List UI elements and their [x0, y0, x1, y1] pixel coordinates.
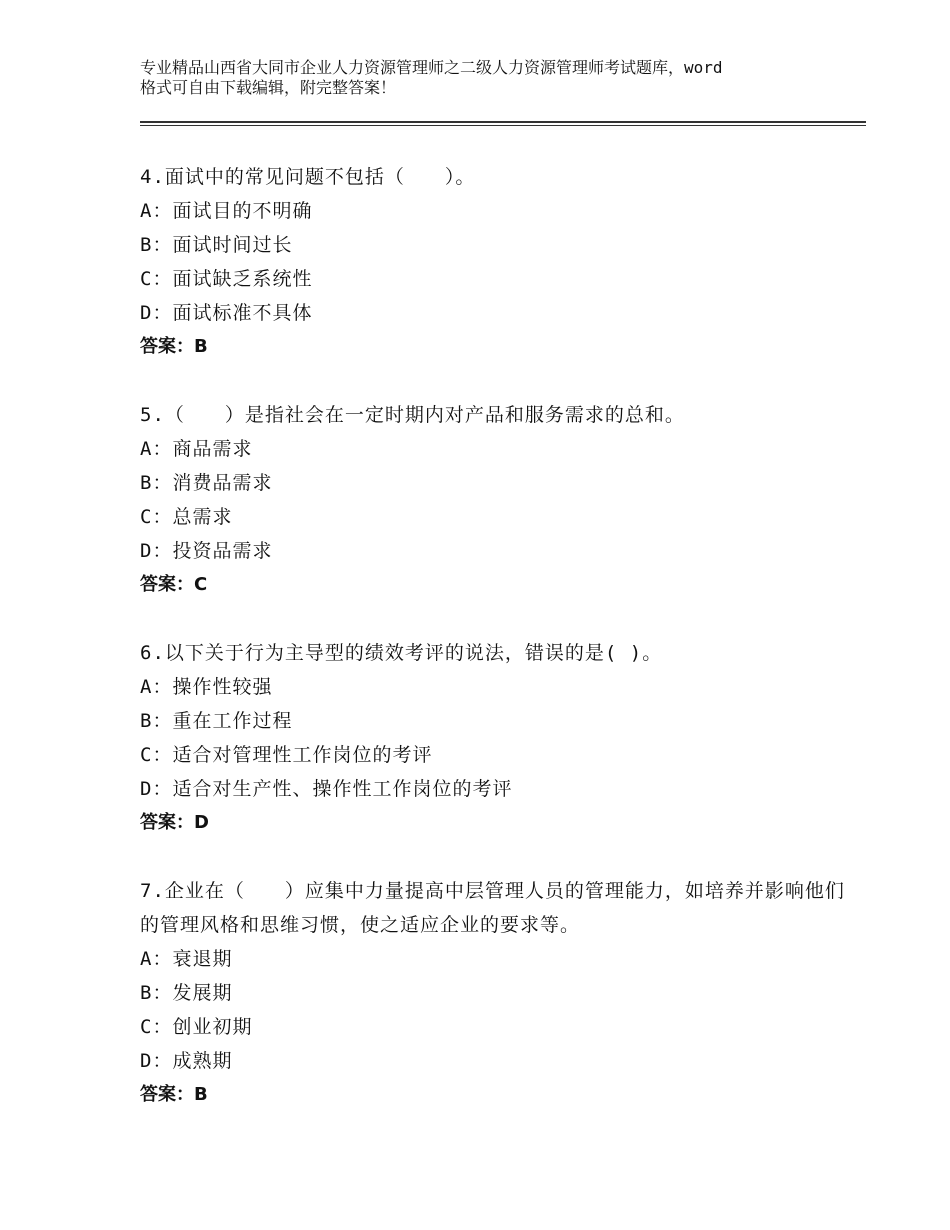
question-5 — [140, 398, 860, 602]
option-b: B：重在工作过程 — [140, 710, 293, 732]
option-c: C：适合对管理性工作岗位的考评 — [140, 744, 433, 766]
option-c: C：面试缺乏系统性 — [140, 268, 313, 290]
answer: 答案：B — [140, 1084, 208, 1105]
option-a: A：操作性较强 — [140, 676, 273, 698]
question-text: 4.面试中的常见问题不包括（ ）。 — [140, 166, 476, 188]
option-c: C：创业初期 — [140, 1016, 253, 1038]
option-d: D：面试标准不具体 — [140, 302, 313, 324]
question-list — [140, 160, 860, 1146]
header-line-2: 格式可自由下载编辑，附完整答案！ — [140, 78, 397, 97]
document-header — [140, 58, 840, 98]
question-4 — [140, 160, 860, 364]
question-7 — [140, 874, 860, 1112]
option-c: C：总需求 — [140, 506, 233, 528]
option-a: A：面试目的不明确 — [140, 200, 313, 222]
option-b: B：消费品需求 — [140, 472, 273, 494]
answer: 答案：C — [140, 574, 208, 595]
question-text: 5.（ ）是指社会在一定时期内对产品和服务需求的总和。 — [140, 404, 685, 426]
question-text: 6.以下关于行为主导型的绩效考评的说法，错误的是( )。 — [140, 642, 663, 664]
option-b: B：发展期 — [140, 982, 233, 1004]
option-b: B：面试时间过长 — [140, 234, 293, 256]
answer: 答案：B — [140, 336, 208, 357]
question-6 — [140, 636, 860, 840]
option-a: A：衰退期 — [140, 948, 233, 970]
option-d: D：投资品需求 — [140, 540, 273, 562]
header-divider-thick — [140, 121, 866, 123]
header-divider-thin — [140, 125, 866, 126]
question-text: 7.企业在（ ）应集中力量提高中层管理人员的管理能力，如培养并影响他们的管理风格和思维习惯，使之适应企业的要求等。 — [140, 880, 845, 936]
option-d: D：成熟期 — [140, 1050, 233, 1072]
answer: 答案：D — [140, 812, 209, 833]
option-a: A：商品需求 — [140, 438, 253, 460]
option-d: D：适合对生产性、操作性工作岗位的考评 — [140, 778, 513, 800]
header-line-1: 专业精品山西省大同市企业人力资源管理师之二级人力资源管理师考试题库，word — [140, 58, 723, 77]
